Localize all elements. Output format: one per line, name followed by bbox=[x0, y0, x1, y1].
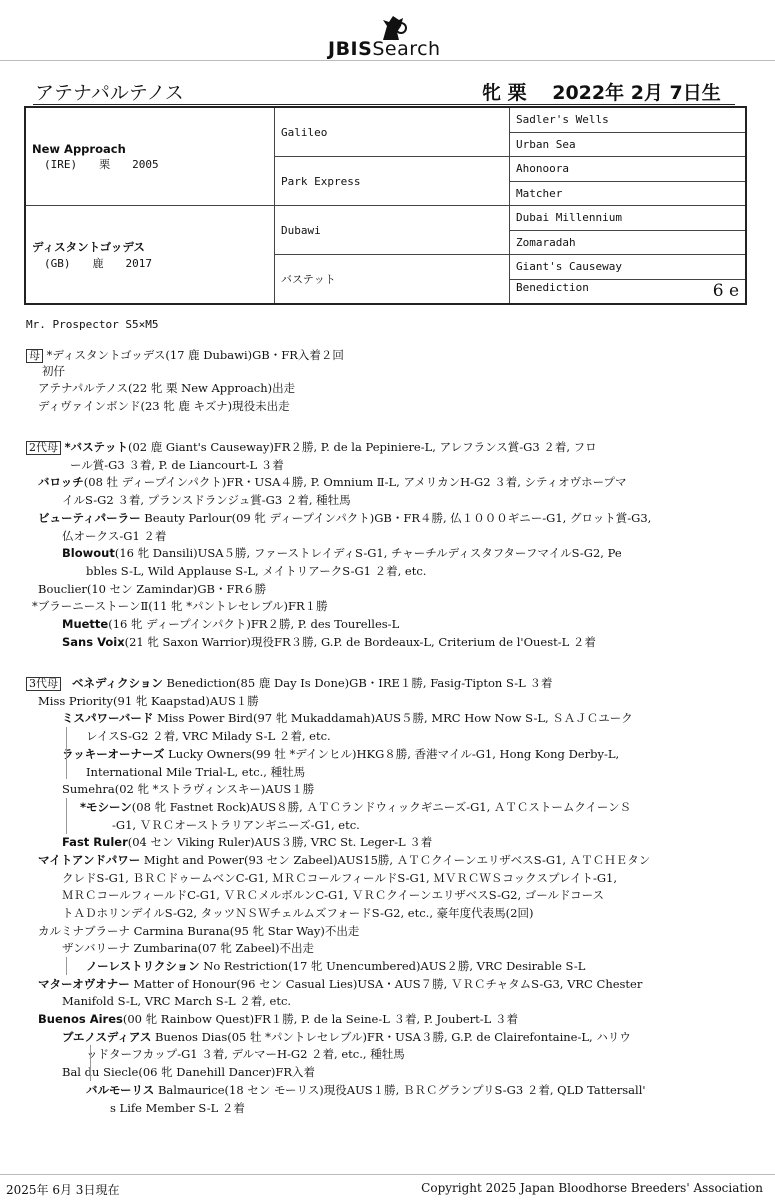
g3-line-14: トＡＤホリンデイルS-G2, タッツＮＳＷチェルムズフォードS-G2, etc., 豪年度代表馬(2回) bbox=[62, 906, 534, 920]
dam-dam-cell[interactable]: バステット bbox=[275, 255, 510, 305]
g2-line-12-text: (21 牝 Saxon Warrior)現役FR３勝, G.P. de Bordeaux-L, Criterium de l'Ouest-L ２着 bbox=[124, 635, 596, 649]
g2-line-1 bbox=[26, 440, 597, 455]
g3-line-5-text: Lucky Owners(99 牡 *デインヒル)HKG８勝, 香港マイル-G1, Hong Kong Derby-L, bbox=[164, 747, 620, 761]
g3-line-20 bbox=[38, 1012, 518, 1026]
g3-line-11-name: マイトアンドパワー bbox=[38, 853, 141, 867]
logo-text-jbis: JBIS bbox=[328, 38, 373, 60]
g3-ancestor-3[interactable]: Ahonoora bbox=[510, 157, 747, 182]
g3-line-6: International Mile Trial-L, etc., 種牡馬 bbox=[86, 765, 306, 779]
sire-name: New Approach bbox=[32, 141, 126, 156]
horse-title-row bbox=[33, 76, 735, 105]
header-divider bbox=[0, 60, 775, 61]
g2-line-4: イルS-G2 ３着, プランスドランジュ賞-G3 ２着, 種牡馬 bbox=[62, 493, 351, 507]
g3-line-13: ＭＲＣコールフィールドC-G1, ＶＲＣメルボルンC-G1, ＶＲＣクイーンエリザベスS-G2, ゴールドコース bbox=[62, 888, 605, 902]
logo-text-search: Search bbox=[372, 38, 441, 60]
g3-line-12: クレドS-G1, ＢＲＣドゥームベンC-G1, ＭＲＣコールフィールドS-G1, ＭＶＲＣＷＳコックスプレイト-G1, bbox=[62, 871, 617, 885]
g3-line-8-text: (08 牝 Fastnet Rock)AUS８勝, ＡＴＣランドウィックギニーズ-G1, ＡＴＣストームクイーンＳ bbox=[131, 800, 632, 814]
dam-section-line-1 bbox=[26, 348, 344, 363]
g2-line-1-name: *バステット bbox=[64, 440, 128, 454]
dam-section-text-2: 初仔 bbox=[42, 364, 65, 378]
family-number: 6 e bbox=[712, 281, 739, 302]
g2-line-11-name: Muette bbox=[62, 617, 109, 631]
g3-line-21 bbox=[62, 1030, 631, 1044]
g3-line-10 bbox=[62, 835, 432, 849]
g2-line-3-text: (08 牡 ディープインパクト)FR・USA４勝, P. Omnium Ⅱ-L, アメリカンH-G2 ３着, シティオヴホープマ bbox=[83, 475, 627, 489]
g3-line-1-name: ベネディクション bbox=[71, 676, 163, 690]
g3-ancestor-8[interactable] bbox=[510, 279, 747, 304]
g3-ancestor-7[interactable]: Giant's Causeway bbox=[510, 255, 747, 280]
g3-ancestor-5[interactable]: Dubai Millennium bbox=[510, 206, 747, 231]
g2-line-11-text: (16 牝 ディープインパクト)FR２勝, P. des Tourelles-L bbox=[108, 617, 400, 631]
g3-ancestor-4[interactable]: Matcher bbox=[510, 181, 747, 206]
g3-line-16: ザンバリーナ Zumbarina(07 牝 Zabeel)不出走 bbox=[62, 941, 314, 955]
g3-line-11-text: Might and Power(93 セン Zabeel)AUS15勝, ＡＴＣクイーンエリザベスS-G1, ＡＴＣＨＥタン bbox=[140, 853, 651, 867]
g2-line-5-name: ビューティパーラー bbox=[38, 511, 141, 525]
g3-line-7: Sumehra(02 牝 *ストラヴィンスキー)AUS１勝 bbox=[62, 782, 315, 796]
g3-line-20-name: Buenos Aires bbox=[38, 1012, 123, 1026]
g3-line-24-text: Balmaurice(18 セン モーリス)現役AUS１勝, ＢＲＣグランプリS-G3 ２着, QLD Tattersall' bbox=[154, 1083, 646, 1097]
g3-line-11 bbox=[38, 853, 650, 867]
g3-line-3 bbox=[62, 711, 633, 725]
tree-guide-bar bbox=[66, 727, 67, 779]
tree-guide-bar bbox=[66, 957, 67, 975]
g3-line-17-text: No Restriction(17 牝 Unencumbered)AUS２勝, VRC Desirable S-L bbox=[199, 959, 586, 973]
horse-name: アテナパルテノス bbox=[35, 82, 184, 104]
sire-dam-cell[interactable]: Park Express bbox=[275, 157, 510, 206]
jbis-logo[interactable] bbox=[0, 8, 775, 58]
g3-line-8 bbox=[80, 800, 631, 814]
g3-line-3-text: Miss Power Bird(97 牝 Mukaddamah)AUS５勝, MRC How Now S-L, ＳＡＪＣユーク bbox=[153, 711, 633, 725]
g3-line-1-text: Benediction(85 鹿 Day Is Done)GB・IRE１勝, Fasig-Tipton S-L ３着 bbox=[162, 676, 553, 690]
g3-line-15: カルミナブラーナ Carmina Burana(95 牝 Star Way)不出走 bbox=[38, 924, 360, 938]
g3-ancestor-8-name: Benediction bbox=[516, 281, 589, 295]
g3-line-8-name: *モシーン bbox=[80, 800, 132, 814]
g2-line-10: *ブラーニーストーンⅡ(11 牝 *パントレセレブル)FR１勝 bbox=[32, 599, 328, 613]
g3-line-23: Bal du Siecle(06 牝 Danehill Dancer)FR入着 bbox=[62, 1065, 316, 1079]
g2-line-9: Bouclier(10 セン Zamindar)GB・FR６勝 bbox=[38, 582, 267, 596]
g3-line-3-name: ミスパワーバード bbox=[62, 711, 154, 725]
g3-line-25: s Life Member S-L ２着 bbox=[110, 1101, 245, 1115]
g3-line-5 bbox=[62, 747, 619, 761]
g2-line-11 bbox=[62, 617, 399, 631]
sire-detail: (IRE) 栗 2005 bbox=[44, 157, 159, 171]
dam-sire-cell[interactable]: Dubawi bbox=[275, 206, 510, 255]
g3-line-18-text: Matter of Honour(96 セン Casual Lies)USA・AUS７勝, ＶＲＣチャタムS-G3, VRC Chester bbox=[129, 977, 643, 991]
g3-line-5-name: ラッキーオーナーズ bbox=[62, 747, 165, 761]
g3-line-9: -G1, ＶＲＣオーストラリアンギニーズ-G1, etc. bbox=[112, 818, 360, 832]
g2-line-3-name: バロッチ bbox=[38, 475, 84, 489]
g2-line-8: bbles S-L, Wild Applause S-L, メイトリアークS-G1 ２着, etc. bbox=[86, 564, 427, 578]
g3-line-24 bbox=[86, 1083, 646, 1097]
g2-line-5 bbox=[38, 511, 651, 525]
g2-line-12 bbox=[62, 635, 596, 649]
pedigree-table bbox=[24, 106, 747, 305]
g2-line-5-text: Beauty Parlour(09 牝 ディープインパクト)GB・FR４勝, 仏１０００ギニー-G1, グロット賞-G3, bbox=[140, 511, 652, 525]
tree-guide-bar bbox=[66, 798, 67, 834]
g3-line-10-text: (04 セン Viking Ruler)AUS３勝, VRC St. Leger-L ３着 bbox=[127, 835, 433, 849]
dam-name: ディスタントゴッデス bbox=[32, 239, 145, 254]
g3-section-tag: 3代母 bbox=[26, 677, 61, 691]
dam-section-tag: 母 bbox=[26, 349, 43, 363]
dam-cell[interactable] bbox=[25, 206, 275, 305]
g3-line-19: Manifold S-L, VRC March S-L ２着, etc. bbox=[62, 994, 292, 1008]
g3-line-20-text: (00 牝 Rainbow Quest)FR１勝, P. de la Seine-L ３着, P. Joubert-L ３着 bbox=[122, 1012, 518, 1026]
footer-divider bbox=[0, 1174, 775, 1175]
sire-sire-cell[interactable]: Galileo bbox=[275, 107, 510, 157]
g3-line-22: ッドターフカップ-G1 ３着, デルマーH-G2 ２着, etc., 種牡馬 bbox=[86, 1047, 405, 1061]
horse-sex-color-birthdate: 牝 栗 2022年 2月 7日生 bbox=[482, 82, 721, 104]
g3-line-1 bbox=[26, 676, 552, 691]
g3-line-17 bbox=[86, 959, 585, 973]
g3-line-18-name: マターオヴオナー bbox=[38, 977, 130, 991]
g3-line-2: Miss Priority(91 牝 Kaapstad)AUS１勝 bbox=[38, 694, 259, 708]
footer-copyright: Copyright 2025 Japan Bloodhorse Breeders' Association bbox=[421, 1181, 763, 1195]
g2-line-1-text: (02 鹿 Giant's Causeway)FR２勝, P. de la Pepiniere-L, アレフランス賞-G3 ２着, フロ bbox=[127, 440, 597, 454]
g3-line-24-name: バルモーリス bbox=[86, 1083, 155, 1097]
g3-ancestor-6[interactable]: Zomaradah bbox=[510, 230, 747, 255]
g3-line-21-text: Buenos Dias(05 牡 *パントレセレブル)FR・USA３勝, G.P. de Clairefontaine-L, ハリウ bbox=[151, 1030, 631, 1044]
dam-section-text-3: アテナパルテノス(22 牝 栗 New Approach)出走 bbox=[38, 381, 296, 395]
g3-ancestor-2[interactable]: Urban Sea bbox=[510, 132, 747, 157]
g3-line-4: レイスS-G2 ２着, VRC Milady S-L ２着, etc. bbox=[86, 729, 331, 743]
tree-guide-bar bbox=[90, 1045, 91, 1081]
g2-line-7-name: Blowout bbox=[62, 546, 115, 560]
g3-line-18 bbox=[38, 977, 642, 991]
g2-line-3 bbox=[38, 475, 627, 489]
sire-cell[interactable] bbox=[25, 107, 275, 206]
dam-section-text-1: *ディスタントゴッデス(17 鹿 Dubawi)GB・FR入着２回 bbox=[46, 348, 344, 362]
dam-section-text-4: ディヴァインボンド(23 牝 鹿 キズナ)現役未出走 bbox=[38, 399, 290, 413]
g2-line-7 bbox=[62, 546, 622, 560]
dam-detail: (GB) 鹿 2017 bbox=[44, 256, 152, 270]
g2-line-6: 仏オークス-G1 ２着 bbox=[62, 529, 167, 543]
g3-ancestor-1[interactable]: Sadler's Wells bbox=[510, 107, 747, 132]
g3-line-21-name: ブエノスディアス bbox=[62, 1030, 152, 1044]
footer-date: 2025年 6月 3日現在 bbox=[6, 1183, 120, 1197]
g2-line-12-name: Sans Voix bbox=[62, 635, 125, 649]
g3-line-17-name: ノーレストリクション bbox=[86, 959, 200, 973]
g2-line-2: ール賞-G3 ３着, P. de Liancourt-L ３着 bbox=[70, 458, 284, 472]
g3-line-10-name: Fast Ruler bbox=[62, 835, 128, 849]
inbreeding-info: Mr. Prospector S5×M5 bbox=[26, 318, 159, 331]
g2-line-7-text: (16 牝 Dansili)USA５勝, ファーストレイディS-G1, チャーチルディスタフターフマイルS-G2, Pe bbox=[114, 546, 622, 560]
g2-section-tag: 2代母 bbox=[26, 441, 61, 455]
